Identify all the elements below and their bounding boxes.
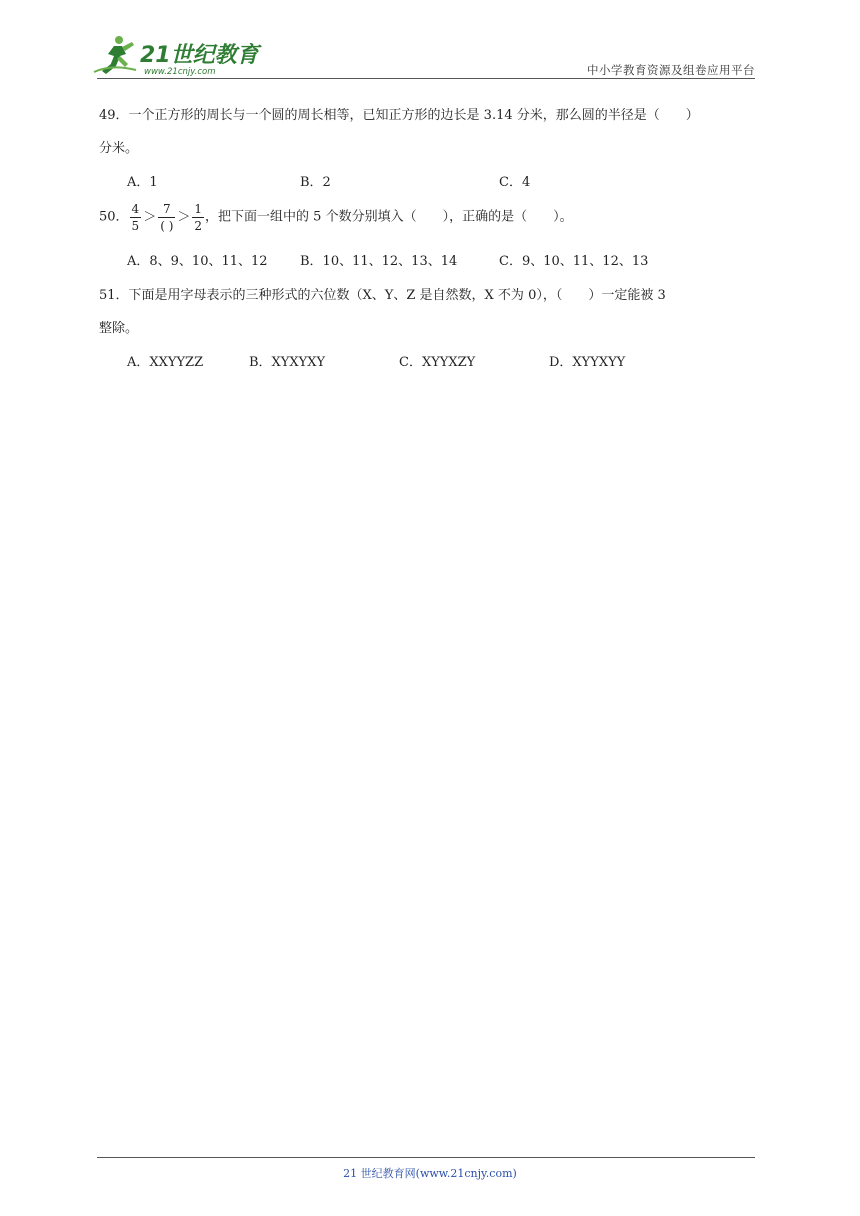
question-49-text-cont: 分米。 [99,141,139,156]
greater-than-sign: ＞ [143,209,157,225]
question-49-text: 49．一个正方形的周长与一个圆的周长相等，已知正方形的边长是 3.14 分米，那么圆的半径是（ ） [99,108,699,123]
fraction-denominator: 5 [131,219,140,233]
question-50-option-a: A．8、9、10、11、12 [127,254,268,269]
fraction-bar [130,217,142,218]
fraction-numerator: 4 [131,202,140,216]
question-51-option-b: B．XYXYXY [249,355,326,370]
question-49-option-c: C．4 [499,175,531,190]
question-51-option-d: D．XYYXYY [549,355,626,370]
question-50-option-c: C．9、10、11、12、13 [499,254,649,269]
greater-than-sign: ＞ [177,209,191,225]
logo-url-text: www.21cnjy.com [144,67,216,77]
footer-divider [97,1157,755,1158]
question-51-option-a: A．XXYYZZ [127,355,204,370]
question-51-text-cont: 整除。 [99,321,139,336]
question-51-option-c: C．XYYXZY [399,355,476,370]
fraction-1-2 [192,202,204,233]
question-50-option-b: B．10、11、12、13、14 [300,254,458,269]
fraction-numerator: 7 [162,202,171,216]
question-49-option-a: A．1 [127,175,158,190]
header-divider [97,78,755,79]
site-logo [92,34,262,78]
fraction-bar [158,217,175,218]
fraction-bar [192,217,204,218]
fraction-denominator: 2 [194,219,203,233]
runner-icon [94,36,136,74]
platform-name: 中小学教育资源及组卷应用平台 [587,63,755,77]
footer-site-link[interactable]: 21 世纪教育网(www.21cnjy.com) [343,1167,517,1180]
question-50-text [99,202,573,233]
logo-main-text: 21世纪教育 [140,43,259,68]
fraction-4-5 [130,202,142,233]
question-50-number: 50． [99,209,129,225]
fraction-7-blank [158,202,175,233]
question-51-text: 51．下面是用字母表示的三种形式的六位数（X、Y、Z 是自然数，X 不为 0），（ ）一定能被 3 [99,288,666,303]
fraction-numerator: 1 [194,202,203,216]
question-49-option-b: B．2 [300,175,331,190]
fraction-denominator-blank: ( ) [160,219,174,233]
question-50-stem: ，把下面一组中的 5 个数分别填入（ ），正确的是（ ）。 [205,209,573,225]
